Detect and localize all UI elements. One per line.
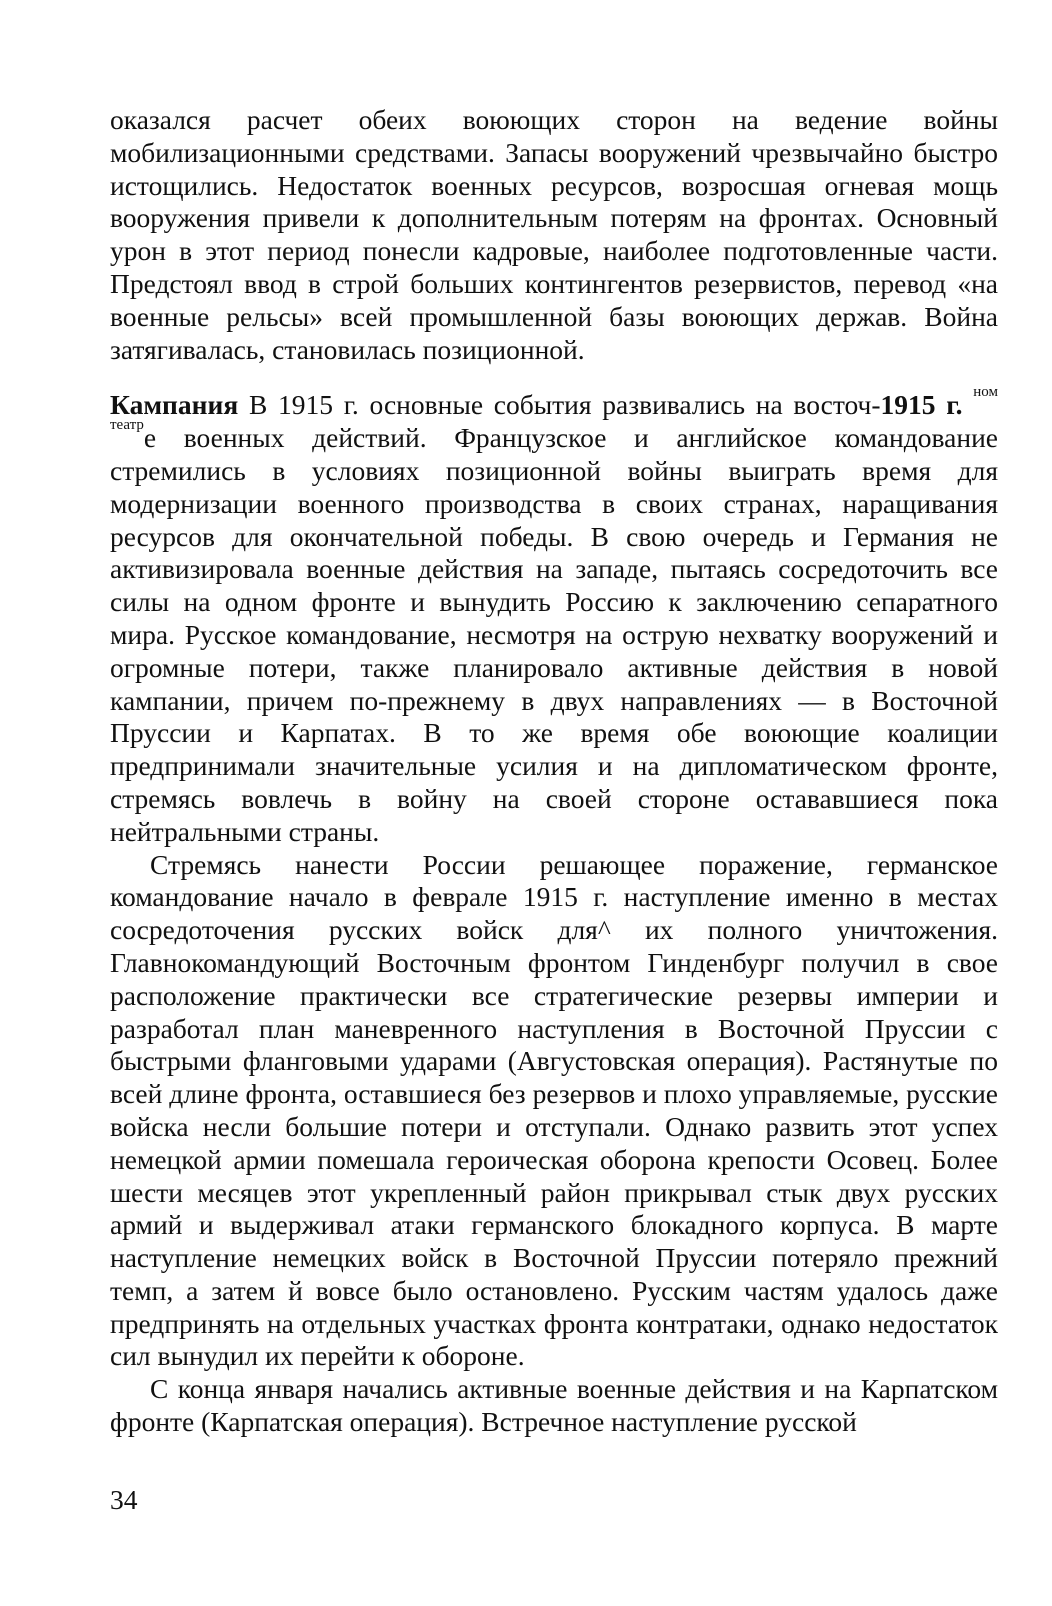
paragraph-text-part-b: е военных действий. Французское и английское командование стремились в условиях позиционной войны выиграть время для модернизации военного производства в своих странах, наращивания ресурсов для окончательной победы. В свою очередь и Германия не активизировала военные действия на западе, пытаясь сосредоточить все силы на одном фронте и вынудить Россию к заключению сепаратного мира. Русское командование, несмотря на острую нехватку вооружений и огромные потери, также планировало активные действия в новой кампании, причем по-прежнему в двух направлениях — в Восточной Пруссии и Карпатах. В то же время обе воюющие коалиции предпринимали значительные усилия и на дипломатическом фронте, стремясь вовлечь в войну на своей стороне остававшиеся пока нейтральными страны. <box>110 422 998 847</box>
paragraph-campaign-1915 <box>110 384 999 848</box>
page-number: 34 <box>110 1484 138 1515</box>
superscript-fragment-a: ном <box>973 384 999 401</box>
section-heading-year: 1915 г. <box>880 389 963 421</box>
paragraph-carpathian: С конца января начались активные военные действия и на Карпатском фронте (Карпатская операция). Встречное наступление русской <box>110 1373 998 1438</box>
section-heading: Кампания <box>110 389 239 421</box>
paragraph-text-part-a: В 1915 г. основные события развивались на восточ- <box>238 389 881 421</box>
paragraph-german-offensive: Стремясь нанести России решающее поражение, германское командование начало в феврале 1915 г. наступление именно в местах сосредоточения русских войск для^ их полного уничтожения. Главнокомандующий Восточным фронтом Гинденбург получил в свое расположение практически все стратегические резервы империи и разработал план маневренного наступления в Восточной Пруссии с быстрыми фланговыми ударами (Августовская операция). Растянутые по всей длине фронта, оставшиеся без резервов и плохо управляемые, русские войска несли большие потери и отступали. Однако развить этот успех немецкой армии помешала героическая оборона крепости Осовец. Более шести месяцев этот укрепленный район прикрывал стык двух русских армий и выдерживал атаки германского блокадного корпуса. В марте наступление немецких войск в Восточной Пруссии потеряло прежний темп, а затем й вовсе было остановлено. Русским частям удалось даже предпринять на отдельных участках фронта контратаки, однако недостаток сил вынудил их перейти к обороне. <box>110 848 998 1372</box>
superscript-fragment-b: театр <box>110 417 144 434</box>
document-page <box>110 104 998 1439</box>
paragraph-intro: оказался расчет обеих воюющих сторон на ведение войны мобилизационными средствами. Запасы вооружений чрезвычайно быстро истощились. Недостаток военных ресурсов, возросшая огневая мощь вооружения привели к дополнительным потерям на фронтах. Основный урон в этот период понесли кадровые, наиболее подготовленные части. Предстоял ввод в строй больших контингентов резервистов, перевод «на военные рельсы» всей промышленной базы воюющих держав. Война затягивалась, становилась позиционной. <box>110 104 998 365</box>
